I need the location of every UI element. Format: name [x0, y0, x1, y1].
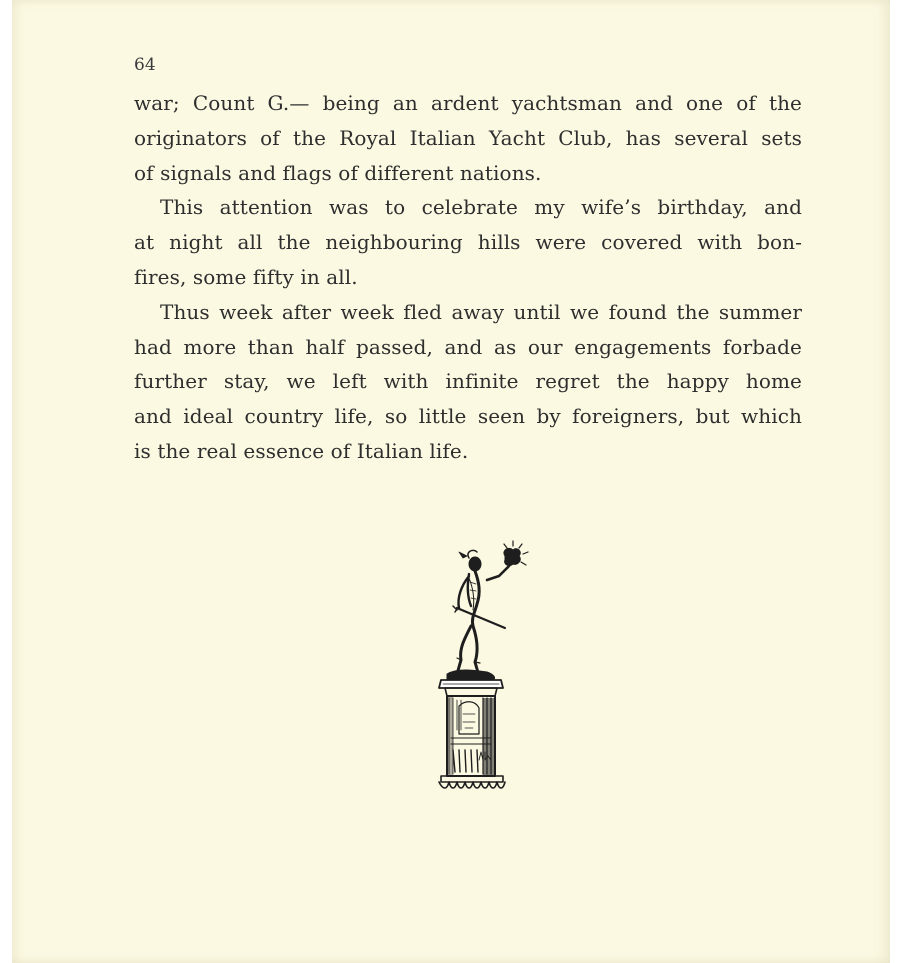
text-line: originators of the Royal Italian Yacht Club, has several sets — [134, 125, 802, 150]
perseus-statue-icon — [417, 538, 532, 798]
book-page — [12, 0, 890, 963]
text-line: at night all the neighbouring hills were covered with bon- — [134, 230, 802, 255]
text-line: of signals and flags of different nations. — [134, 160, 542, 185]
text-line: Thus week after week fled away until we found the summer — [160, 299, 802, 324]
text-line: fires, some fifty in all. — [134, 264, 358, 289]
text-line: This attention was to celebrate my wife’s birthday, and — [160, 195, 802, 220]
text-line: is the real essence of Italian life. — [134, 438, 469, 463]
text-line: war; Count G.— being an ardent yachtsman and one of the — [134, 91, 802, 115]
body-text — [134, 86, 802, 469]
text-line: further stay, we left with infinite regret the happy home — [134, 369, 802, 394]
text-line: had more than half passed, and as our engagements forbade — [134, 334, 802, 359]
page-number: 64 — [134, 55, 156, 75]
text-line: and ideal country life, so little seen by foreigners, but which — [134, 404, 802, 429]
